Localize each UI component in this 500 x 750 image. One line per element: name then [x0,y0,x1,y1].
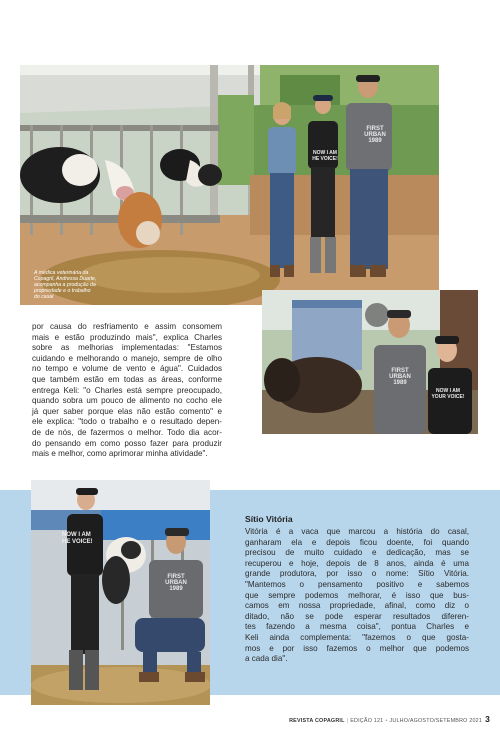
page-footer: REVISTA COPAGRIL | EDIÇÃO 121 • JULHO/AGOSTO/SETEMBRO 2021 3 [289,714,490,724]
caption-line: Copagril, Andressa Duarte, [34,276,97,282]
shirt-now-i-am: NOW I AM [62,532,91,538]
section-title: Sítio Vitória [245,514,293,524]
text-line: que sempre podemos melhorar, é isso que bus- [245,590,469,600]
shirt-text-now-i-am-3 [62,532,96,546]
text-line: mos e por isso fazemos o melhor que podemos [245,643,469,653]
text-line: "Mantemos o pensamento positivo e sabemos [245,579,469,589]
shirt-text-first-urban [355,126,395,144]
shirt-year: 1989 [368,138,382,144]
text-line: tes fazendo a mesma coisa", pontua Charles e [245,622,469,632]
caption-line: do casal [34,294,54,300]
shirt-first-urban: FIRST URBAN [165,574,187,586]
footer-magazine: REVISTA COPAGRIL [289,718,345,724]
photo-barn-family [20,65,439,305]
shirt-text-first-urban-3 [156,574,196,592]
text-line: de de nós, de fazermos o melhor. Todo dia acor- [32,427,222,437]
text-line: sobre as melhorias implementadas: "Estamos [32,343,222,353]
shirt-he-voice: HE VOICE! [62,539,93,545]
text-line: grande produtora, por isso o nome: Sítio Vitória. [245,569,469,579]
page-number: 3 [485,714,490,724]
footer-period: JULHO/AGOSTO/SETEMBRO 2021 [389,718,483,724]
text-line: ele explica: "todo o trabalho e o resultado depen- [32,417,222,427]
text-line: por causa do resfriamento e assim consomem [32,322,222,331]
shirt-text-first-urban-2 [380,368,420,386]
text-line: no tempo e volume de vento e água". Cuidados [32,364,222,374]
text-line: entrega Keli: "o Charles está sempre preocupado, [32,385,222,395]
caption-line: acompanha a produção da [34,282,96,288]
shirt-now-i-am: NOW I AM [436,388,460,394]
text-line: do pensando em como posso fazer para produzir [32,438,222,448]
text-line: ditado, não se pode esperar resultados diferen- [245,611,469,621]
photo-couple-calf [31,480,210,705]
shirt-first-urban: FIRST URBAN [364,126,386,138]
text-line: quando sobra um pouco de alimento no cocho ele [32,396,222,406]
shirt-text-your-voice [430,388,466,400]
text-line: cuidando e melhorando o manejo, sempre de olho [32,353,222,363]
photo-two-men-cows [262,290,478,434]
text-line: a cada dia". [245,654,288,664]
text-line: que também estão em todas as áreas, conforme [32,374,222,384]
shirt-year: 1989 [393,380,407,386]
shirt-he-voice: HE VOICE! [312,156,338,162]
text-line: Vitória é a vaca que marcou a história do casal, [245,527,469,536]
text-line: precisou de muito cuidado e dedicação, mas se [245,548,469,558]
text-line: Keli ainda complementa: "fazemos o que gosta- [245,632,469,642]
footer-edition: EDIÇÃO 121 [350,718,384,724]
text-line: já quer saber porque elas não estão comento" e [32,406,222,416]
text-line: ganharam ela e depois ficou doente, foi quando [245,537,469,547]
shirt-year: 1989 [169,586,183,592]
article-text-column-1 [32,322,222,460]
text-line: camos em nossa propriedade, afinal, como diz o [245,601,469,611]
article-text-column-2 [245,527,469,665]
text-line: mais e estão produzindo mais", explica Charles [32,332,222,342]
text-line: recuperou e hoje, depois de 8 anos, ainda é uma [245,558,469,568]
shirt-now-i-am: NOW I AM [313,150,337,156]
text-line: mais e melhor, como aprimorar minha atividade". [32,449,208,459]
photo-caption [34,270,134,300]
caption-line: propriedade e o trabalho [34,288,91,294]
caption-line: A médica veterinária da [34,270,89,276]
shirt-first-urban: FIRST URBAN [389,368,411,380]
shirt-text-now-i-am [310,150,340,162]
shirt-your-voice: YOUR VOICE! [431,394,465,400]
